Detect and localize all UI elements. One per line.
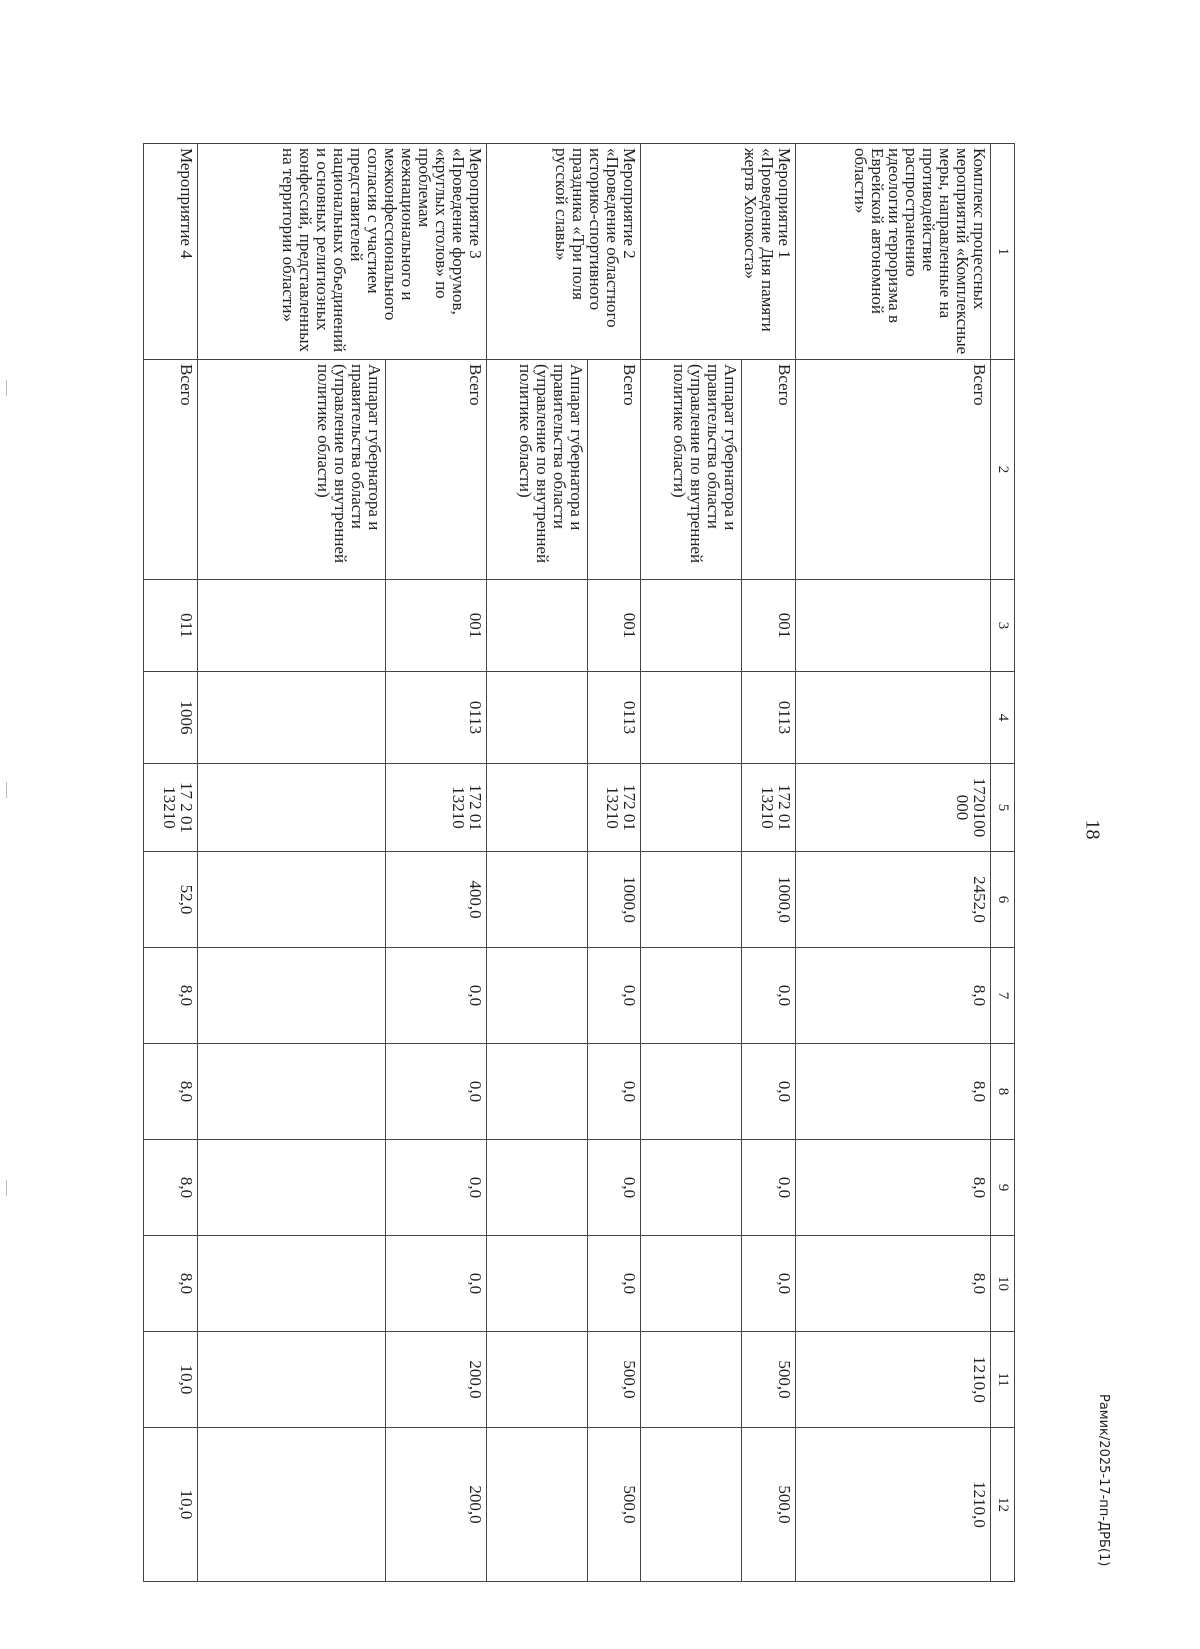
value-cell: [197, 1332, 385, 1428]
table-row: [144, 144, 198, 1582]
column-number-cell: 3: [991, 580, 1015, 672]
value-cell: 200,0: [386, 1428, 487, 1582]
value-cell: [197, 852, 385, 948]
value-cell: [197, 1044, 385, 1140]
value-cell: 001: [386, 580, 487, 672]
value-cell: 172 01 13210: [742, 764, 796, 852]
value-cell: [641, 672, 742, 764]
value-cell: [197, 1236, 385, 1332]
column-number-cell: 8: [991, 1044, 1015, 1140]
value-cell: [486, 1428, 587, 1582]
value-cell: [486, 672, 587, 764]
document-footer: Рамик/2025-17-пп-ДРБ(1): [1096, 1394, 1111, 1567]
table-row: [796, 144, 991, 1582]
value-cell: [197, 672, 385, 764]
value-cell: 1210,0: [796, 1332, 991, 1428]
value-cell: [197, 1140, 385, 1236]
value-cell: [197, 580, 385, 672]
value-cell: [796, 580, 991, 672]
value-cell: 0,0: [386, 1140, 487, 1236]
value-cell: [641, 1044, 742, 1140]
scan-mark: [6, 380, 7, 396]
value-cell: 400,0: [386, 852, 487, 948]
table-row: [587, 144, 641, 1582]
funding-source-cell: Аппарат губернатора и правительства области (управление по внутренней политике области): [641, 360, 742, 580]
value-cell: [641, 1332, 742, 1428]
row-name-cell: Мероприятие 1 «Проведение Дня памяти жертв Холокоста»: [641, 144, 796, 360]
value-cell: 0,0: [386, 948, 487, 1044]
value-cell: 1720100 000: [796, 764, 991, 852]
funding-source-cell: Аппарат губернатора и правительства области (управление по внутренней политике области): [486, 360, 587, 580]
scan-mark: [6, 1180, 7, 1196]
table-row: [742, 144, 796, 1582]
value-cell: 8,0: [144, 948, 198, 1044]
value-cell: 0113: [742, 672, 796, 764]
value-cell: 8,0: [796, 948, 991, 1044]
column-number-cell: 7: [991, 948, 1015, 1044]
value-cell: 0,0: [587, 1236, 641, 1332]
funding-source-cell: Всего: [742, 360, 796, 580]
value-cell: [641, 852, 742, 948]
value-cell: [486, 1140, 587, 1236]
value-cell: 1000,0: [587, 852, 641, 948]
column-number-cell: 5: [991, 764, 1015, 852]
column-number-row: [991, 144, 1015, 1582]
budget-table-sheet: [143, 143, 1015, 1581]
value-cell: 0,0: [742, 1140, 796, 1236]
column-number-cell: 1: [991, 144, 1015, 360]
value-cell: 10,0: [144, 1428, 198, 1582]
column-number-cell: 9: [991, 1140, 1015, 1236]
value-cell: [486, 1044, 587, 1140]
funding-source-cell: Всего: [144, 360, 198, 580]
table-row: [486, 144, 587, 1582]
value-cell: [641, 1428, 742, 1582]
funding-source-cell: Всего: [386, 360, 487, 580]
value-cell: 0,0: [587, 948, 641, 1044]
column-number-cell: 6: [991, 852, 1015, 948]
value-cell: [641, 580, 742, 672]
value-cell: 8,0: [144, 1044, 198, 1140]
value-cell: 500,0: [587, 1428, 641, 1582]
row-name-cell: Комплекс процессных мероприятий «Комплексные меры, направленные на противодействие распространению идеологии терроризма в Еврейской автономной области»: [796, 144, 991, 360]
value-cell: 001: [587, 580, 641, 672]
value-cell: [486, 1236, 587, 1332]
value-cell: 0113: [587, 672, 641, 764]
row-name-cell: Мероприятие 3 «Проведение форумов, «круглых столов» по проблемам межнационального и межконфессионального согласия с участием представителей национальных объединений и основных религиозных конфессий, представленных на территории области»: [197, 144, 486, 360]
value-cell: 0,0: [742, 1236, 796, 1332]
column-number-cell: 12: [991, 1428, 1015, 1582]
budget-table: [143, 143, 1015, 1582]
value-cell: [641, 1140, 742, 1236]
value-cell: 8,0: [144, 1140, 198, 1236]
value-cell: 52,0: [144, 852, 198, 948]
value-cell: 500,0: [587, 1332, 641, 1428]
value-cell: 0,0: [587, 1140, 641, 1236]
value-cell: [197, 764, 385, 852]
value-cell: [486, 1332, 587, 1428]
value-cell: [486, 580, 587, 672]
value-cell: 172 01 13210: [386, 764, 487, 852]
column-number-cell: 11: [991, 1332, 1015, 1428]
value-cell: 8,0: [796, 1140, 991, 1236]
table-row: [197, 144, 385, 1582]
value-cell: 172 01 13210: [587, 764, 641, 852]
value-cell: 001: [742, 580, 796, 672]
value-cell: 1006: [144, 672, 198, 764]
column-number-cell: 4: [991, 672, 1015, 764]
value-cell: 0,0: [386, 1236, 487, 1332]
value-cell: 8,0: [796, 1044, 991, 1140]
value-cell: 500,0: [742, 1428, 796, 1582]
value-cell: 8,0: [144, 1236, 198, 1332]
value-cell: 200,0: [386, 1332, 487, 1428]
value-cell: [641, 764, 742, 852]
value-cell: 0,0: [742, 1044, 796, 1140]
value-cell: 10,0: [144, 1332, 198, 1428]
value-cell: 0113: [386, 672, 487, 764]
value-cell: 0,0: [386, 1044, 487, 1140]
page-number: 18: [1081, 819, 1104, 840]
value-cell: 2452,0: [796, 852, 991, 948]
value-cell: 1210,0: [796, 1428, 991, 1582]
value-cell: [197, 948, 385, 1044]
scan-mark: [6, 782, 7, 798]
funding-source-cell: Всего: [796, 360, 991, 580]
row-name-cell: Мероприятие 2 «Проведение областного историко-спортивного праздника «Три поля русской славы»: [486, 144, 641, 360]
column-number-cell: 10: [991, 1236, 1015, 1332]
row-name-cell: Мероприятие 4: [144, 144, 198, 360]
value-cell: 500,0: [742, 1332, 796, 1428]
column-number-cell: 2: [991, 360, 1015, 580]
value-cell: 011: [144, 580, 198, 672]
value-cell: 8,0: [796, 1236, 991, 1332]
value-cell: 1000,0: [742, 852, 796, 948]
value-cell: 0,0: [742, 948, 796, 1044]
table-row: [641, 144, 742, 1582]
funding-source-cell: Всего: [587, 360, 641, 580]
funding-source-cell: Аппарат губернатора и правительства области (управление по внутренней политике области): [197, 360, 385, 580]
value-cell: 17 2 01 13210: [144, 764, 198, 852]
value-cell: [486, 852, 587, 948]
value-cell: [197, 1428, 385, 1582]
value-cell: 0,0: [587, 1044, 641, 1140]
value-cell: [796, 672, 991, 764]
value-cell: [641, 1236, 742, 1332]
table-row: [386, 144, 487, 1582]
value-cell: [486, 948, 587, 1044]
value-cell: [641, 948, 742, 1044]
value-cell: [486, 764, 587, 852]
